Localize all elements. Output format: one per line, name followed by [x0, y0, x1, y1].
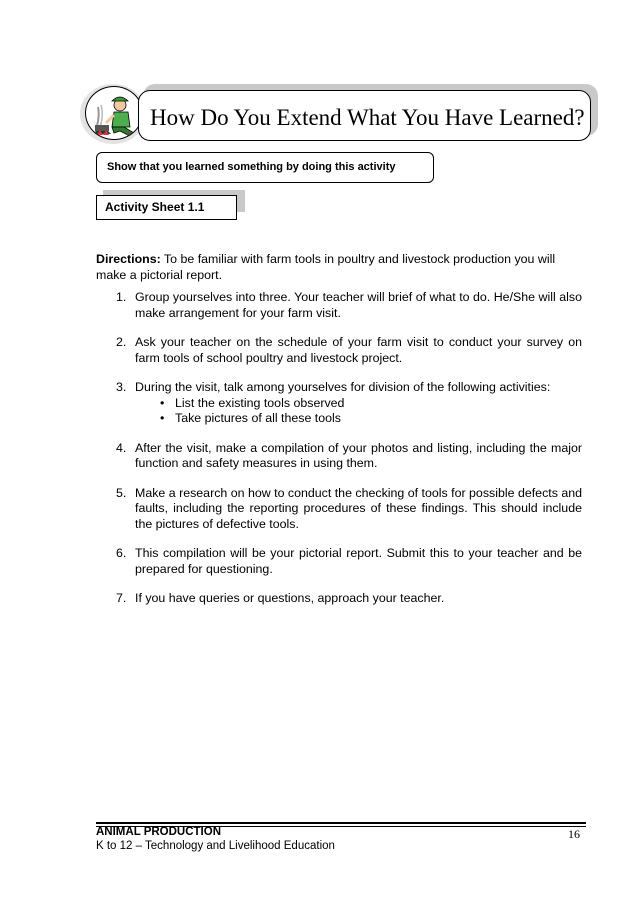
farmer-cooking-icon [85, 86, 143, 140]
step-text: During the visit, talk among yourselves for division of the following activities: [135, 380, 551, 394]
page-number: 16 [568, 827, 580, 841]
instruction-box: Show that you learned something by doing this activity [96, 152, 434, 183]
directions-label: Directions: [96, 252, 161, 266]
list-item [96, 591, 582, 607]
step-text: Ask your teacher on the schedule of your farm visit to conduct your survey on farm tools of school poultry and livestock project. [135, 335, 582, 365]
step-text: Make a research on how to conduct the checking of tools for possible defects and faults, including the reporting procedures of these findings. This should include the pictures of defective tools. [135, 485, 583, 531]
bullet-text: Take pictures of all these tools [175, 411, 341, 425]
list-item [96, 380, 582, 427]
step-text: After the visit, make a compilation of your photos and listing, including the major function and safety measures in using them. [135, 440, 582, 470]
bullet-item [135, 396, 582, 412]
bullet-icon: • [160, 395, 165, 410]
page-title: How Do You Extend What You Have Learned? [150, 105, 585, 130]
step-number: 7. [116, 591, 127, 605]
step-text: This compilation will be your pictorial report. Submit this to your teacher and be prepared for questioning. [135, 546, 582, 576]
step-number: 3. [116, 380, 127, 394]
footer-title: ANIMAL PRODUCTION [96, 826, 222, 838]
step-number: 2. [116, 335, 127, 349]
activity-sheet-label: Activity Sheet 1.1 [96, 195, 237, 220]
bullet-icon: • [160, 411, 165, 425]
bullet-item [135, 411, 582, 427]
steps-list [96, 290, 582, 621]
directions-text: To be familiar with farm tools in poultry and livestock production you will make a pictorial report. [96, 252, 556, 282]
list-item [96, 290, 582, 321]
footer-subtitle: K to 12 – Technology and Livelihood Education [96, 840, 335, 852]
bullet-text: List the existing tools observed [175, 395, 345, 410]
step-number: 4. [116, 440, 127, 455]
list-item [96, 546, 582, 577]
list-item [96, 441, 582, 472]
footer-divider [96, 822, 586, 824]
step-text: Group yourselves into three. Your teacher will brief of what to do. He/She will also make arrangement for your farm visit. [135, 290, 582, 320]
list-item [96, 486, 582, 533]
list-item [96, 335, 582, 366]
step-number: 5. [116, 485, 127, 500]
directions-paragraph [96, 252, 582, 283]
step-text: If you have queries or questions, approach your teacher. [135, 591, 445, 605]
step-number: 6. [116, 546, 127, 560]
step-number: 1. [116, 290, 127, 304]
